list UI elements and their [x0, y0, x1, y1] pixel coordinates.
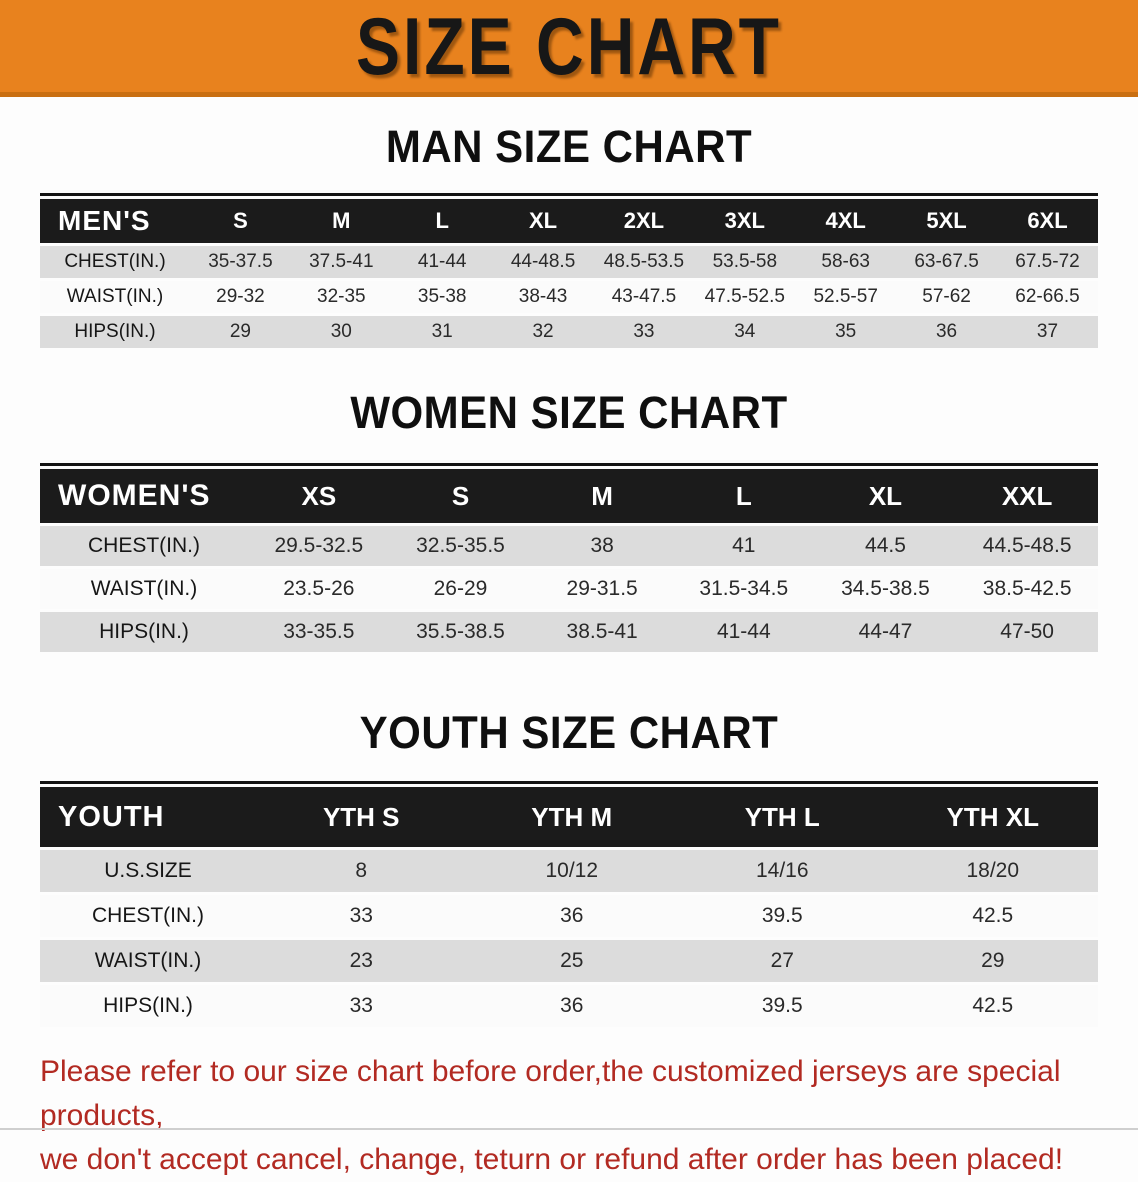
womens-data-row: [40, 569, 1098, 609]
mens-size-column-header: S: [190, 199, 291, 243]
mens-heading: MAN SIZE CHART: [385, 121, 753, 172]
size-cell: 52.5-57: [795, 281, 896, 313]
size-cell: 57-62: [896, 281, 997, 313]
disclaimer: [40, 1050, 1138, 1182]
section-youth: [40, 709, 1098, 1030]
size-cell: 42.5: [888, 985, 1099, 1027]
size-cell: 44-48.5: [493, 246, 594, 278]
youth-size-column-header: YTH M: [467, 787, 678, 847]
womens-heading: WOMEN SIZE CHART: [350, 387, 788, 438]
banner-title: SIZE CHART: [356, 0, 782, 92]
size-cell: 48.5-53.5: [594, 246, 695, 278]
size-cell: 29.5-32.5: [248, 526, 390, 566]
mens-data-row: [40, 316, 1098, 348]
youth-data-row: [40, 985, 1098, 1027]
size-cell: 27: [677, 940, 888, 982]
size-cell: 10/12: [467, 850, 678, 892]
row-label: U.S.SIZE: [40, 850, 256, 892]
size-cell: 53.5-58: [694, 246, 795, 278]
size-cell: 14/16: [677, 850, 888, 892]
size-cell: 35: [795, 316, 896, 348]
womens-data-row: [40, 526, 1098, 566]
size-cell: 33-35.5: [248, 612, 390, 652]
size-cell: 38-43: [493, 281, 594, 313]
size-cell: 32-35: [291, 281, 392, 313]
mens-data-row: [40, 281, 1098, 313]
size-cell: 36: [467, 985, 678, 1027]
mens-size-column-header: 4XL: [795, 199, 896, 243]
size-cell: 32: [493, 316, 594, 348]
mens-size-column-header: 2XL: [594, 199, 695, 243]
size-cell: 62-66.5: [997, 281, 1098, 313]
mens-size-column-header: L: [392, 199, 493, 243]
mens-size-column-header: M: [291, 199, 392, 243]
youth-size-column-header: YTH XL: [888, 787, 1099, 847]
size-cell: 38.5-41: [531, 612, 673, 652]
section-mens: [40, 123, 1098, 351]
size-cell: 63-67.5: [896, 246, 997, 278]
size-cell: 44.5-48.5: [956, 526, 1098, 566]
youth-data-row: [40, 895, 1098, 937]
size-cell: 29: [888, 940, 1099, 982]
size-cell: 32.5-35.5: [390, 526, 532, 566]
youth-data-row: [40, 850, 1098, 892]
size-cell: 33: [594, 316, 695, 348]
section-womens: [40, 389, 1098, 655]
mens-size-column-header: XL: [493, 199, 594, 243]
size-cell: 34.5-38.5: [815, 569, 957, 609]
size-cell: 41: [673, 526, 815, 566]
size-cell: 23.5-26: [248, 569, 390, 609]
youth-size-column-header: YTH L: [677, 787, 888, 847]
size-cell: 31.5-34.5: [673, 569, 815, 609]
mens-size-column-header: 5XL: [896, 199, 997, 243]
youth-size-table: [40, 781, 1098, 1030]
size-cell: 35-37.5: [190, 246, 291, 278]
youth-size-column-header: YTH S: [256, 787, 467, 847]
size-cell: 58-63: [795, 246, 896, 278]
size-cell: 29-32: [190, 281, 291, 313]
size-cell: 35.5-38.5: [390, 612, 532, 652]
youth-header-row: [40, 787, 1098, 847]
row-label: CHEST(IN.): [40, 526, 248, 566]
womens-size-column-header: L: [673, 469, 815, 523]
size-cell: 29-31.5: [531, 569, 673, 609]
youth-heading: YOUTH SIZE CHART: [359, 707, 779, 758]
row-label: WAIST(IN.): [40, 569, 248, 609]
size-cell: 25: [467, 940, 678, 982]
mens-size-column-header: 3XL: [694, 199, 795, 243]
size-cell: 44-47: [815, 612, 957, 652]
row-label: WAIST(IN.): [40, 281, 190, 313]
size-cell: 38: [531, 526, 673, 566]
size-cell: 18/20: [888, 850, 1099, 892]
size-cell: 30: [291, 316, 392, 348]
size-cell: 47.5-52.5: [694, 281, 795, 313]
size-chart-sections: [40, 123, 1098, 1030]
womens-size-column-header: XXL: [956, 469, 1098, 523]
mens-header-row: [40, 199, 1098, 243]
size-cell: 35-38: [392, 281, 493, 313]
size-cell: 8: [256, 850, 467, 892]
disclaimer-line-1: Please refer to our size chart before order,the customized jerseys are special products,: [40, 1055, 1061, 1132]
row-label: WAIST(IN.): [40, 940, 256, 982]
size-cell: 44.5: [815, 526, 957, 566]
size-cell: 37.5-41: [291, 246, 392, 278]
size-cell: 29: [190, 316, 291, 348]
youth-data-row: [40, 940, 1098, 982]
womens-size-table: [40, 463, 1098, 655]
row-label: HIPS(IN.): [40, 985, 256, 1027]
size-cell: 31: [392, 316, 493, 348]
row-label: HIPS(IN.): [40, 612, 248, 652]
size-cell: 37: [997, 316, 1098, 348]
size-cell: 38.5-42.5: [956, 569, 1098, 609]
row-label: CHEST(IN.): [40, 895, 256, 937]
mens-size-table: [40, 193, 1098, 351]
womens-size-column-header: S: [390, 469, 532, 523]
mens-data-row: [40, 246, 1098, 278]
size-cell: 33: [256, 985, 467, 1027]
banner: [0, 0, 1138, 97]
size-cell: 42.5: [888, 895, 1099, 937]
size-cell: 41-44: [392, 246, 493, 278]
womens-data-row: [40, 612, 1098, 652]
size-cell: 36: [467, 895, 678, 937]
bottom-divider: [0, 1128, 1138, 1130]
womens-size-column-header: XS: [248, 469, 390, 523]
youth-table-title: YOUTH: [40, 787, 256, 847]
womens-size-column-header: XL: [815, 469, 957, 523]
size-cell: 41-44: [673, 612, 815, 652]
size-cell: 23: [256, 940, 467, 982]
size-cell: 36: [896, 316, 997, 348]
womens-header-row: [40, 469, 1098, 523]
womens-table-title: WOMEN'S: [40, 469, 248, 523]
size-cell: 47-50: [956, 612, 1098, 652]
mens-size-column-header: 6XL: [997, 199, 1098, 243]
row-label: CHEST(IN.): [40, 246, 190, 278]
row-label: HIPS(IN.): [40, 316, 190, 348]
size-cell: 39.5: [677, 895, 888, 937]
size-cell: 33: [256, 895, 467, 937]
size-cell: 43-47.5: [594, 281, 695, 313]
size-cell: 67.5-72: [997, 246, 1098, 278]
womens-size-column-header: M: [531, 469, 673, 523]
disclaimer-line-2: we don't accept cancel, change, teturn or refund after order has been placed!: [40, 1143, 1064, 1176]
size-cell: 26-29: [390, 569, 532, 609]
mens-table-title: MEN'S: [40, 199, 190, 243]
size-cell: 34: [694, 316, 795, 348]
size-cell: 39.5: [677, 985, 888, 1027]
